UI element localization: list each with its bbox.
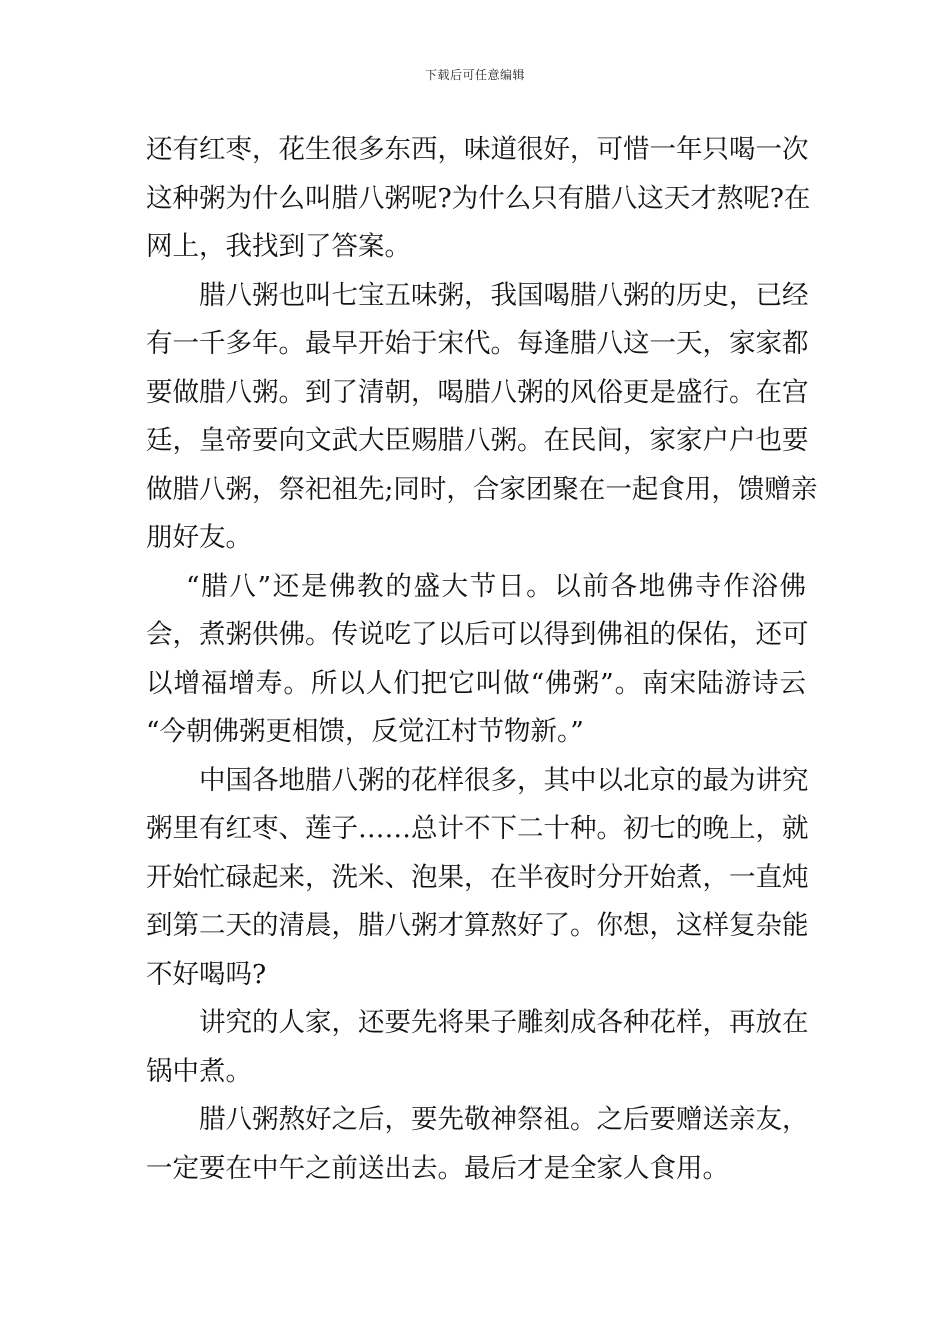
document-body <box>146 126 818 1193</box>
text-line: 要做腊八粥。到了清朝，喝腊八粥的风俗更是盛行。在宫 <box>146 376 809 408</box>
text-line: 一定要在中午之前送出去。最后才是全家人食用。 <box>146 1152 729 1184</box>
text-line: 锅中煮。 <box>146 1055 252 1087</box>
text-line: “今朝佛粥更相馈，反觉江村节物新。” <box>146 716 584 747</box>
text-line: 还有红枣，花生很多东西，味道很好，可惜一年只喝一次 <box>146 134 809 165</box>
text-line: 以增福增寿。所以人们把它叫做“佛粥”。南宋陆游诗云 <box>146 667 806 699</box>
text-line: 廷，皇帝要向文武大臣赐腊八粥。在民间，家家户户也要 <box>146 425 809 456</box>
text-line: 网上，我找到了答案。 <box>146 231 411 262</box>
text-line: 粥里有红枣、莲子……总计不下二十种。初七的晚上，就 <box>146 813 809 844</box>
text-line: 讲究的人家，还要先将果子雕刻成各种花样，再放在 <box>199 1007 809 1038</box>
text-line: 这种粥为什么叫腊八粥呢?为什么只有腊八这天才熬呢?在 <box>146 182 811 214</box>
text-line: 腊八粥熬好之后，要先敬神祭祖。之后要赠送亲友， <box>199 1104 809 1135</box>
text-line: 有一千多年。最早开始于宋代。每逢腊八这一天，家家都 <box>146 328 809 359</box>
text-line: 不好喝吗? <box>146 958 267 990</box>
text-line: 中国各地腊八粥的花样很多，其中以北京的最为讲究 <box>199 764 809 796</box>
text-line: 会，煮粥供佛。传说吃了以后可以得到佛祖的保佑，还可 <box>146 619 809 650</box>
page-header: 下载后可任意编辑 <box>424 68 525 82</box>
text-line: 开始忙碌起来，洗米、泡果，在半夜时分开始煮，一直炖 <box>146 861 809 893</box>
text-line: 腊八粥也叫七宝五味粥，我国喝腊八粥的历史，已经 <box>199 279 809 311</box>
text-line: 到第二天的清晨，腊八粥才算熬好了。你想，这样复杂能 <box>146 910 809 941</box>
text-line: “腊八”还是佛教的盛大节日。以前各地佛寺作浴佛 <box>186 570 806 602</box>
text-line: 做腊八粥，祭祀祖先;同时，合家团聚在一起食用，馈赠亲 <box>146 473 818 505</box>
text-line: 朋好友。 <box>146 522 252 553</box>
